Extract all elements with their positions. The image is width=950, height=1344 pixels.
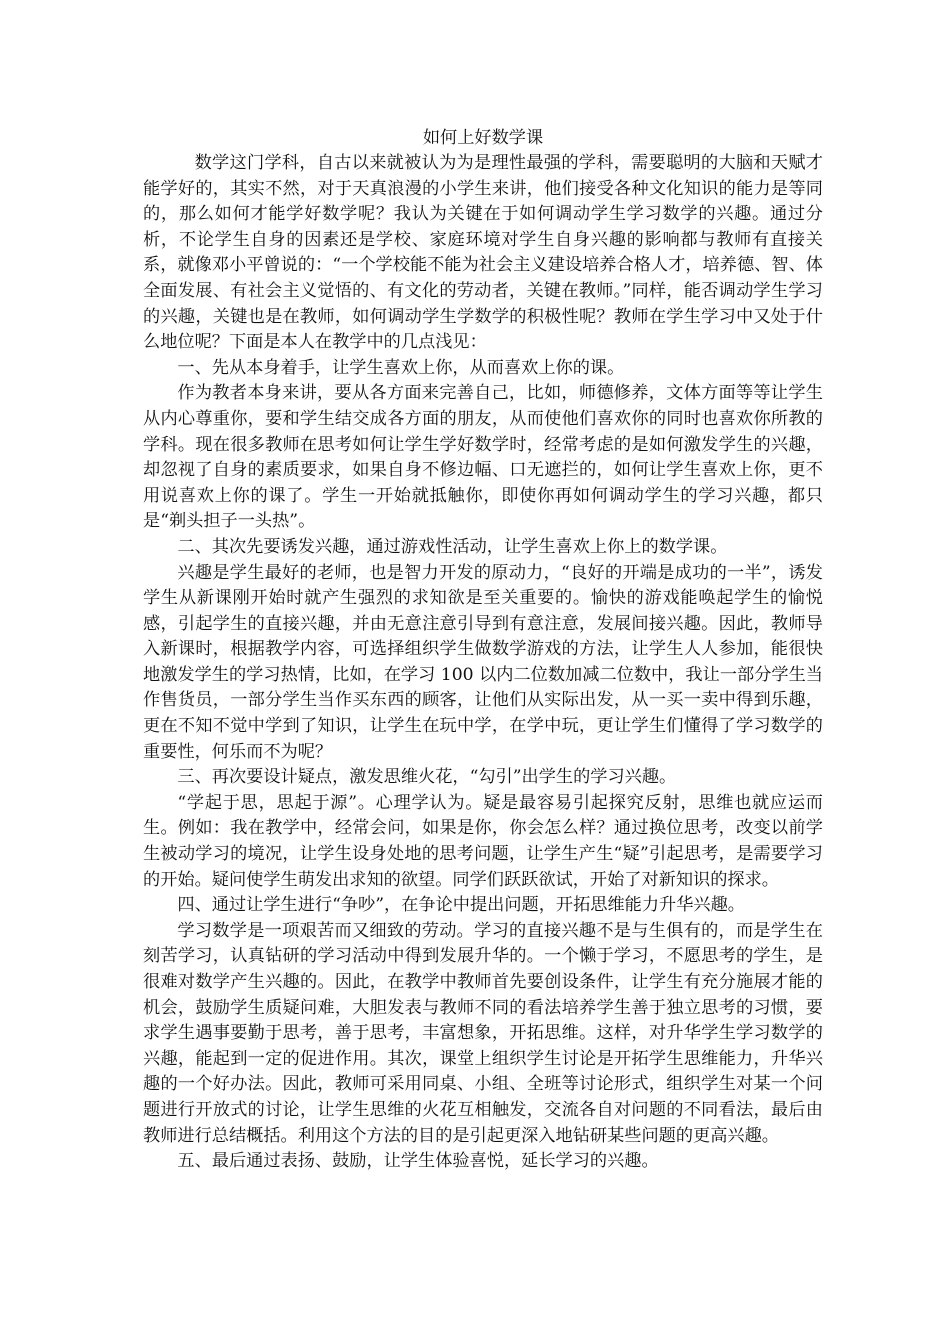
- section-body-3: “学起于思，思起于源”。心理学认为。疑是最容易引起探究反射，思维也就应运而生。例如：我在教学中，经常会问，如果是你，你会怎么样？通过换位思考，改变以前学生被动学习的境况，让学生设身处地的思考问题，让学生产生“疑”引起思考，是需要学习的开始。疑问使学生萌发出求知的欲望。同学们跃跃欲试，开始了对新知识的探求。: [143, 792, 823, 890]
- document-page: [143, 126, 823, 1175]
- section-heading-5: 五、最后通过表扬、鼓励，让学生体验喜悦，延长学习的兴趣。: [177, 1151, 659, 1172]
- section-body-4: 学习数学是一项艰苦而又细致的劳动。学习的直接兴趣不是与生俱有的，而是学生在刻苦学习，认真钻研的学习活动中得到发展升华的。一个懒于学习，不愿思考的学生，是很难对数学产生兴趣的。因此，在教学中教师首先要创设条件，让学生有充分施展才能的机会，鼓励学生质疑问难，大胆发表与教师不同的看法培养学生善于独立思考的习惯，要求学生遇事要勤于思考，善于思考，丰富想象，开拓思维。这样，对升华学生学习数学的兴趣，能起到一定的促进作用。其次，课堂上组织学生讨论是开拓学生思维能力，升华兴趣的一个好办法。因此，教师可采用同桌、小组、全班等讨论形式，组织学生对某一个问题进行开放式的讨论，让学生思维的火花互相触发，交流各自对问题的不同看法，最后由教师进行总结概括。利用这个方法的目的是引起更深入地钻研某些问题的更高兴趣。: [143, 920, 823, 1146]
- section-heading-2: 二、其次先要诱发兴趣，通过游戏性活动，让学生喜欢上你上的数学课。: [177, 536, 728, 557]
- section-body-2: 兴趣是学生最好的老师，也是智力开发的原动力，“良好的开端是成功的一半”，诱发学生从新课刚开始时就产生强烈的求知欲是至关重要的。愉快的游戏能唤起学生的愉悦感，引起学生的直接兴趣，并由无意注意引导到有意注意，发展间接兴趣。因此，教师导入新课时，根据教学内容，可选择组织学生做数学游戏的方法，让学生人人参加，能很快地激发学生的学习热情，比如，在学习 100 以内二位数加减二位数中，我让一部分学生当作售货员，一部分学生当作买东西的顾客，让他们从实际出发，从一买一卖中得到乐趣，更在不知不觉中学到了知识，让学生在玩中学，在学中玩，更让学生们懂得了学习数学的重要性，何乐而不为呢？: [143, 562, 823, 762]
- section-heading-4: 四、通过让学生进行“争吵”，在争论中提出问题，开拓思维能力升华兴趣。: [177, 895, 745, 916]
- section-heading-1: 一、先从本身着手，让学生喜欢上你，从而喜欢上你的课。: [177, 357, 625, 378]
- section-heading-3: 三、再次要设计疑点，激发思维火花，“勾引”出学生的学习兴趣。: [177, 767, 677, 788]
- document-title: 如何上好数学课: [422, 128, 544, 148]
- intro-paragraph: 数学这门学科，自古以来就被认为为是理性最强的学科，需要聪明的大脑和天赋才能学好的，其实不然，对于天真浪漫的小学生来讲，他们接受各种文化知识的能力是等同的，那么如何才能学好数学呢？我认为关键在于如何调动学生学习数学的兴趣。通过分析，不论学生自身的因素还是学校、家庭环境对学生自身兴趣的影响都与教师有直接关系，就像邓小平曾说的：“一个学校能不能为社会主义建设培养合格人才，培养德、智、体全面发展、有社会主义觉悟的、有文化的劳动者，关键在教师。”同样，能否调动学生学习的兴趣，关键也是在教师，如何调动学生学数学的积极性呢？教师在学生学习中又处于什么地位呢？下面是本人在教学中的几点浅见：: [143, 153, 823, 353]
- section-body-1: 作为教者本身来讲，要从各方面来完善自己，比如，师德修养，文体方面等等让学生从内心尊重你，要和学生结交成各方面的朋友，从而使他们喜欢你的同时也喜欢你所教的学科。现在很多教师在思考如何让学生学好数学时，经常考虑的是如何激发学生的兴趣，却忽视了自身的素质要求，如果自身不修边幅、口无遮拦的，如何让学生喜欢上你，更不用说喜欢上你的课了。学生一开始就抵触你，即使你再如何调动学生的学习兴趣，都只是“剃头担子一头热”。: [143, 383, 823, 532]
